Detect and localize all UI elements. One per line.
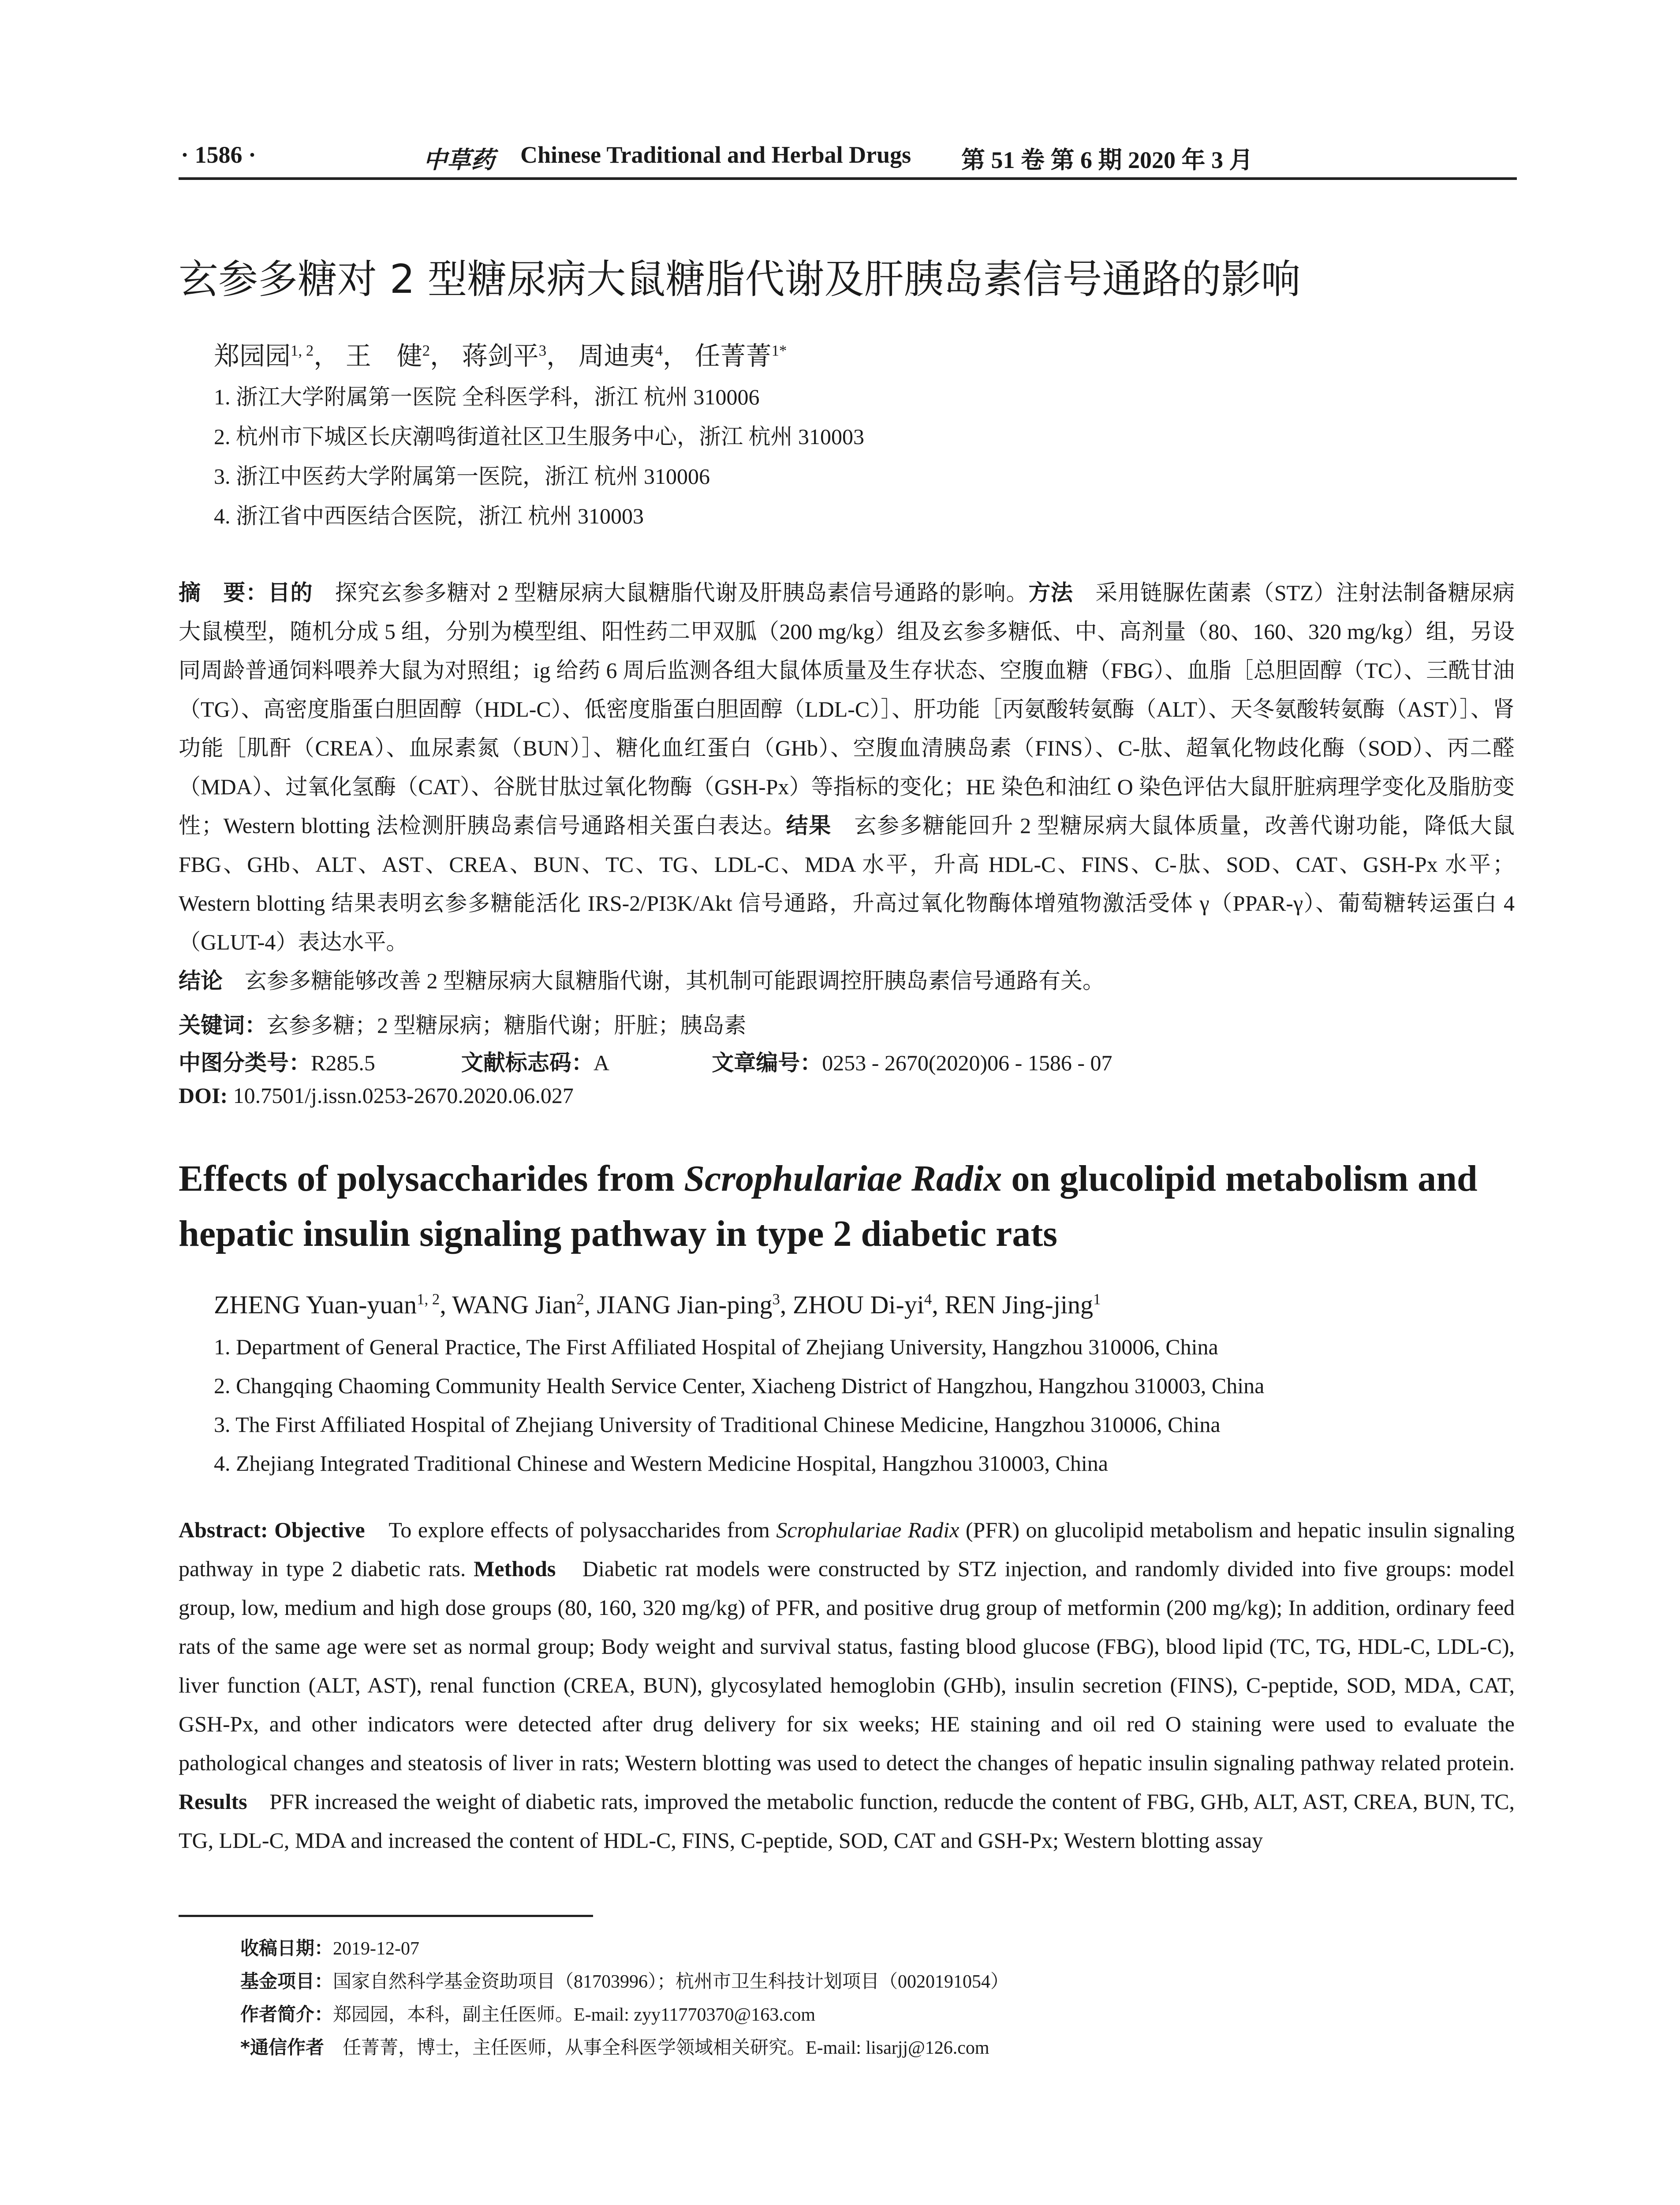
- keywords-text: 玄参多糖；2 型糖尿病；糖脂代谢；肝脏；胰岛素: [267, 1013, 747, 1038]
- doi-value: 10.7501/j.issn.0253-2670.2020.06.027: [228, 1083, 574, 1108]
- objective-en-text: To explore effects of polysaccharides from: [365, 1517, 777, 1542]
- page-number: · 1586 ·: [181, 142, 257, 168]
- footnote-text: 任菁菁，博士，主任医师，从事全科医学领域相关研究。E-mail: lisarjj@126.com: [324, 2038, 989, 2058]
- title-en-part: Effects of polysaccharides from: [179, 1158, 684, 1199]
- author-name: ZHENG Yuan-yuan: [214, 1290, 417, 1319]
- affiliation-en: 3. The First Affiliated Hospital of Zhejiang University of Traditional Chinese Medicine, Hangzhou 310006, China: [214, 1412, 1221, 1437]
- conclusion-text: 玄参多糖能够改善 2 型糖尿病大鼠糖脂代谢，其机制可能跟调控肝胰岛素信号通路有关。: [223, 968, 1105, 993]
- author-name: 郑园园: [214, 342, 291, 370]
- methods-text: 采用链脲佐菌素（STZ）注射法制备糖尿病大鼠模型，随机分成 5 组，分别为模型组、阳性药二甲双胍（200 mg/kg）组及玄参多糖低、中、高剂量（80、160、320 mg/kg）组，另设同周龄普通饲料喂养大鼠为对照组；ig 给药 6 周后监测各组大鼠体质量及生存状态、空腹血糖（FBG）、血脂［总胆固醇（TC）、三酰甘油（TG）、高密度脂蛋白胆固醇（HDL-C）、低密度脂蛋白胆固醇（LDL-C）］、肝功能［丙氨酸转氨酶（ALT）、天冬氨酸转氨酶（AST）］、肾功能［肌酐（CREA）、血尿素氮（BUN）］、糖化血红蛋白（GHb）、空腹血清胰岛素（FINS）、C-肽、超氧化物歧化酶（SOD）、丙二醛（MDA）、过氧化氢酶（CAT）、谷胱甘肽过氧化物酶（GSH-Px）等指标的变化；HE 染色和油红 O 染色评估大鼠肝脏病理学变化及脂肪变性；Western blotting 法检测肝胰岛素信号通路相关蛋白表达。: [179, 580, 1515, 838]
- issue-info: 第 51 卷 第 6 期 2020 年 3 月: [961, 147, 1253, 173]
- doc-code-value: A: [593, 1050, 609, 1075]
- author-affil: 4: [924, 1290, 932, 1308]
- article-no-value: 0253 - 2670(2020)06 - 1586 - 07: [822, 1050, 1113, 1075]
- footnote-label: 基金项目：: [240, 1970, 333, 1992]
- author-affil: 2: [422, 342, 430, 359]
- author-name: 王 健: [345, 342, 422, 370]
- author-affil: 3: [772, 1290, 780, 1308]
- authors-en: ZHENG Yuan-yuan$^{1, 2}$, WANG Jian$^2$, JIANG Jian-ping$^3$, ZHOU $Di-yi^4$, REN Jing-jing$^1$: [214, 1290, 1101, 1319]
- affiliation-cn: 3. 浙江中医药大学附属第一医院，浙江 杭州 310006: [214, 464, 710, 489]
- doc-code-label: 文献标志码：: [461, 1050, 594, 1076]
- title-en: [179, 1151, 1546, 1261]
- footnote-corresponding: [240, 2033, 989, 2059]
- footnote-rule: [179, 1915, 593, 1917]
- author-name: REN Jing-jing: [945, 1290, 1094, 1319]
- keywords-cn: [179, 1008, 747, 1039]
- author-name: JIANG Jian-ping: [597, 1290, 773, 1319]
- footnote-text: 郑园园，本科，副主任医师。E-mail: zyy11770370@163.com: [333, 2005, 816, 2025]
- author-affil: 1: [1093, 1290, 1101, 1308]
- footnote-funding: [240, 1967, 1009, 1993]
- methods-label: 方法: [1028, 580, 1073, 605]
- author-name: 任菁菁: [694, 342, 772, 370]
- authors-cn: 郑园园$^{1, 2}$， 王 健$^2$， 蒋剑平$^3$， 周迪夷$^4$， 任菁菁$^{1*}$: [214, 342, 787, 370]
- affiliation-en: 1. Department of General Practice, The First Affiliated Hospital of Zhejiang University, Hangzhou 310006, China: [214, 1334, 1218, 1359]
- article-no-label: 文章编号：: [712, 1050, 822, 1076]
- author-name: ZHOU Di-yi: [792, 1290, 924, 1319]
- journal-title-en: Chinese Traditional and Herbal Drugs: [520, 142, 911, 168]
- title-en-italic: Scrophulariae Radix: [684, 1158, 1002, 1199]
- conclusion-label: 结论: [179, 968, 223, 994]
- author-name: 周迪夷: [578, 342, 655, 370]
- author-affil: 3: [538, 342, 547, 359]
- classification-line: [179, 1045, 1112, 1077]
- results-en-text: PFR increased the weight of diabetic rats, improved the metabolic function, reducde the content of FBG, GHb, ALT, AST, CREA, BUN, TC, TG, LDL-C, MDA and increased the content of HDL-C, FINS, C-peptide, SOD, CAT and GSH-Px; Western blotting assay: [179, 1789, 1515, 1853]
- journal-logo: 中草药: [423, 146, 495, 174]
- running-header: [181, 141, 1517, 176]
- title-cn: 玄参多糖对 2 型糖尿病大鼠糖脂代谢及肝胰岛素信号通路的影响: [179, 256, 1301, 303]
- footnote-text: 2019-12-07: [333, 1939, 419, 1959]
- doi-line: [179, 1083, 574, 1108]
- author-affil: 1, 2: [291, 342, 314, 359]
- clc-value: R285.5: [311, 1050, 375, 1075]
- author-name: 蒋剑平: [462, 342, 539, 370]
- header-rule: [179, 177, 1517, 180]
- affiliation-cn: 1. 浙江大学附属第一医院 全科医学科，浙江 杭州 310006: [214, 385, 760, 409]
- doi-label: DOI:: [179, 1083, 228, 1108]
- objective-text: 探究玄参多糖对 2 型糖尿病大鼠糖脂代谢及肝胰岛素信号通路的影响。: [313, 580, 1029, 605]
- abstract-cn: [179, 573, 1515, 1000]
- objective-label: 目的: [268, 580, 313, 605]
- keywords-label: 关键词：: [179, 1013, 267, 1038]
- footnote-label: 作者简介：: [240, 2003, 333, 2025]
- methods-en-text: Diabetic rat models were constructed by STZ injection, and randomly divided into five groups: model group, low, medium and high dose groups (80, 160, 320 mg/kg) of PFR, and positive drug group of metformin (200 mg/kg); In addition, ordinary feed rats of the same age were set as normal group; Body weight and survival status, fasting blood glucose (FBG), blood lipid (TC, TG, HDL-C, LDL-C), liver function (ALT, AST), renal function (CREA, BUN), glycosylated hemoglobin (GHb), insulin secretion (FINS), C-peptide, SOD, MDA, CAT, GSH-Px, and other indicators were detected after drug delivery for six weeks; HE staining and oil red O staining were used to evaluate the pathological changes and steatosis of liver in rats; Western blotting was used to detect the changes of hepatic insulin signaling pathway related protein.: [179, 1556, 1515, 1775]
- objective-en-italic: Scrophulariae Radix: [776, 1517, 959, 1542]
- author-name: WANG Jian: [452, 1290, 577, 1319]
- footnote-received: [240, 1934, 419, 1960]
- objective-en-text-2: (PFR) on glucolipid metabolism and hepatic insulin signaling pathway in type 2 diabetic rats.: [179, 1517, 1515, 1581]
- affiliation-cn: 4. 浙江省中西医结合医院，浙江 杭州 310003: [214, 504, 644, 528]
- footnote-author-bio: [240, 2000, 815, 2026]
- affiliation-cn: 2. 杭州市下城区长庆潮鸣街道社区卫生服务中心，浙江 杭州 310003: [214, 424, 864, 449]
- results-en-label: Results: [179, 1789, 247, 1814]
- abstract-label: 摘 要：: [179, 580, 268, 605]
- abstract-en-label: Abstract: Objective: [179, 1517, 365, 1542]
- results-text: 玄参多糖能回升 2 型糖尿病大鼠体质量，改善代谢功能，降低大鼠 FBG、GHb、ALT、AST、CREA、BUN、TC、TG、LDL-C、MDA 水平，升高 HDL-C、FINS、C-肽、SOD、CAT、GSH-Px 水平；Western blotting 结果表明玄参多糖能活化 IRS-2/PI3K/Akt 信号通路，升高过氧化物酶体增殖物激活受体 γ（PPAR-γ）、葡萄糖转运蛋白 4（GLUT-4）表达水平。: [179, 813, 1515, 954]
- author-affil: 2: [576, 1290, 584, 1308]
- clc-label: 中图分类号：: [179, 1050, 311, 1076]
- affiliation-en: 4. Zhejiang Integrated Traditional Chinese and Western Medicine Hospital, Hangzhou 310003, China: [214, 1451, 1108, 1476]
- footnote-text: 国家自然科学基金资助项目（81703996）；杭州市卫生科技计划项目（0020191054）: [333, 1972, 1009, 1992]
- footnote-label: *通信作者: [240, 2037, 324, 2058]
- author-affil: 1, 2: [417, 1290, 440, 1308]
- author-affil: 1*: [771, 342, 787, 359]
- footnote-label: 收稿日期：: [240, 1937, 333, 1959]
- affiliation-en: 2. Changqing Chaoming Community Health Service Center, Xiacheng District of Hangzhou, Hangzhou 310003, China: [214, 1373, 1265, 1398]
- methods-en-label: Methods: [474, 1556, 556, 1581]
- results-label: 结果: [786, 813, 832, 838]
- author-affil: 4: [655, 342, 663, 359]
- abstract-en: [179, 1510, 1515, 1860]
- title-en-part: on glucolipid metabolism and hepatic insulin signaling pathway in type 2 diabetic rats: [179, 1158, 1478, 1254]
